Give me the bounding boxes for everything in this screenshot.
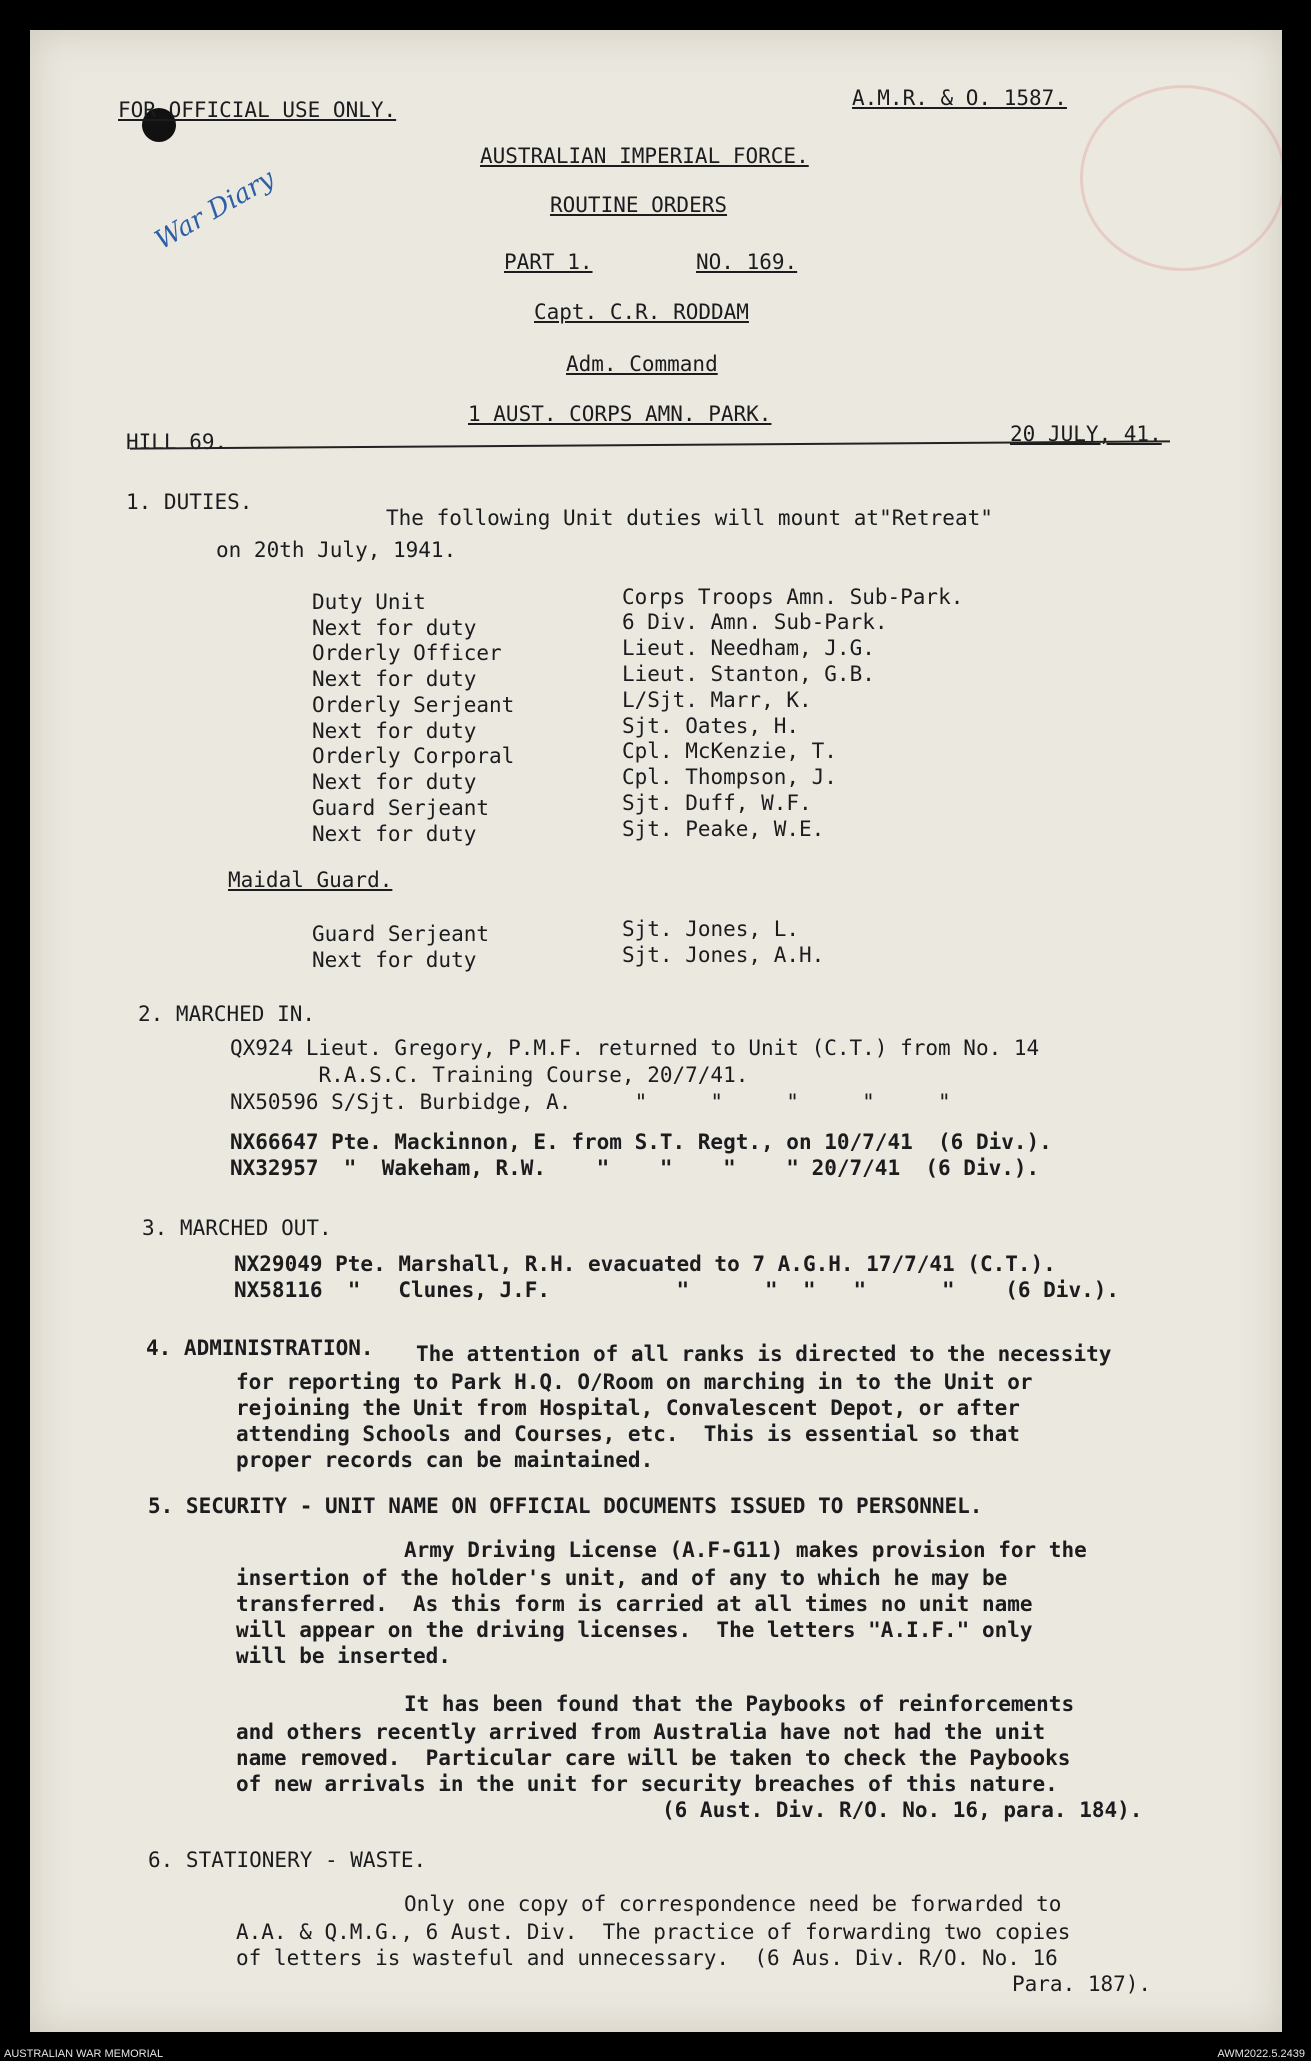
security-line: Army Driving License (A.F-G11) makes provision for the (404, 1538, 1087, 1562)
section-heading-security: 5. SECURITY - UNIT NAME ON OFFICIAL DOCUMENTS ISSUED TO PERSONNEL. (148, 1494, 983, 1518)
faded-stamp (1080, 85, 1282, 271)
duty-assignee: Lieut. Needham, J.G. (622, 636, 875, 660)
archive-credit: AUSTRALIAN WAR MEMORIAL (4, 2048, 164, 2060)
section-heading-administration: 4. ADMINISTRATION. (146, 1336, 374, 1360)
duty-assignee: Sjt. Jones, L. (622, 917, 800, 941)
stationery-reference: Para. 187). (1012, 1972, 1152, 1996)
stationery-line: Only one copy of correspondence need be forwarded to (404, 1892, 1062, 1916)
document-reference: A.M.R. & O. 1587. (852, 86, 1067, 110)
duty-assignee: Corps Troops Amn. Sub-Park. (622, 585, 964, 609)
section-heading-duties: 1. DUTIES. (126, 490, 253, 514)
unit-name: 1 AUST. CORPS AMN. PARK. (468, 402, 772, 426)
duty-assignee: Cpl. McKenzie, T. (622, 739, 837, 763)
document-page (30, 30, 1282, 2032)
duties-intro-line-2: on 20th July, 1941. (216, 538, 457, 562)
duty-role: Orderly Serjeant (312, 693, 515, 717)
stationery-line: A.A. & Q.M.G., 6 Aust. Div. The practice of forwarding two copies (236, 1920, 1071, 1944)
marched-in-line: QX924 Lieut. Gregory, P.M.F. returned to Unit (C.T.) from No. 14 (230, 1036, 1040, 1060)
duty-role: Next for duty (312, 616, 477, 640)
order-date: 20 JULY, 41. (1010, 422, 1162, 446)
command-title: Adm. Command (566, 352, 718, 376)
section-heading-marched-in: 2. MARCHED IN. (138, 1002, 316, 1026)
marched-in-line: NX32957 " Wakeham, R.W. " " " " 20/7/41 (6 Div.). (230, 1156, 1040, 1180)
administration-line: The attention of all ranks is directed to the necessity (416, 1342, 1112, 1366)
restriction-label: FOR OFFICIAL USE ONLY. (118, 98, 397, 122)
marched-out-line: NX58116 " Clunes, J.F. " " " " " (6 Div.). (234, 1278, 1120, 1302)
duty-assignee: Sjt. Jones, A.H. (622, 943, 825, 967)
duty-role: Guard Serjeant (312, 922, 490, 946)
administration-line: attending Schools and Courses, etc. This is essential so that (236, 1422, 1020, 1446)
stationery-line: of letters is wasteful and unnecessary. (6 Aus. Div. R/O. No. 16 (236, 1946, 1058, 1970)
maidal-guard-heading: Maidal Guard. (228, 868, 393, 892)
duty-role: Next for duty (312, 770, 477, 794)
duty-role: Next for duty (312, 719, 477, 743)
security-line: and others recently arrived from Australia have not had the unit (236, 1720, 1046, 1744)
duty-role: Orderly Corporal (312, 744, 515, 768)
duty-role: Next for duty (312, 667, 477, 691)
marched-in-line: R.A.S.C. Training Course, 20/7/41. (230, 1063, 749, 1087)
security-line: It has been found that the Paybooks of reinforcements (404, 1692, 1075, 1716)
duty-assignee: Sjt. Oates, H. (622, 714, 800, 738)
duty-assignee: Cpl. Thompson, J. (622, 765, 837, 789)
duty-role: Duty Unit (312, 590, 426, 614)
security-line: will be inserted. (236, 1644, 451, 1668)
document-type: ROUTINE ORDERS (550, 193, 728, 217)
section-heading-marched-out: 3. MARCHED OUT. (142, 1216, 332, 1240)
duty-assignee: Sjt. Duff, W.F. (622, 791, 812, 815)
issuing-officer: Capt. C.R. RODDAM (534, 300, 749, 324)
duty-role: Next for duty (312, 948, 477, 972)
administration-line: rejoining the Unit from Hospital, Convalescent Depot, or after (236, 1396, 1020, 1420)
part-number: PART 1. (504, 250, 593, 274)
administration-line: proper records can be maintained. (236, 1448, 654, 1472)
security-line: of new arrivals in the unit for security breaches of this nature. (236, 1772, 1058, 1796)
duty-role: Orderly Officer (312, 641, 502, 665)
security-line: insertion of the holder's unit, and of any to which he may be (236, 1566, 1008, 1590)
duty-assignee: 6 Div. Amn. Sub-Park. (622, 610, 888, 634)
security-line: name removed. Particular care will be taken to check the Paybooks (236, 1746, 1071, 1770)
location: HILL 69. (126, 430, 228, 454)
security-reference: (6 Aust. Div. R/O. No. 16, para. 184). (662, 1798, 1143, 1822)
marched-in-line: NX66647 Pte. Mackinnon, E. from S.T. Regt., on 10/7/41 (6 Div.). (230, 1130, 1052, 1154)
administration-line: for reporting to Park H.Q. O/Room on marching in to the Unit or (236, 1370, 1033, 1394)
duty-assignee: Sjt. Peake, W.E. (622, 817, 825, 841)
marched-out-line: NX29049 Pte. Marshall, R.H. evacuated to 7 A.G.H. 17/7/41 (C.T.). (234, 1252, 1056, 1276)
section-heading-stationery: 6. STATIONERY - WASTE. (148, 1848, 427, 1872)
handwritten-annotation: War Diary (150, 163, 280, 256)
organisation-title: AUSTRALIAN IMPERIAL FORCE. (480, 144, 809, 168)
marched-in-line: NX50596 S/Sjt. Burbidge, A. " " " " " (230, 1090, 951, 1114)
archive-reference: AWM2022.5.2439 (1217, 2048, 1305, 2060)
duty-role: Guard Serjeant (312, 796, 490, 820)
duty-assignee: Lieut. Stanton, G.B. (622, 662, 875, 686)
duties-intro-line-1: The following Unit duties will mount at"Retreat" (386, 506, 993, 530)
duty-role: Next for duty (312, 822, 477, 846)
duty-assignee: L/Sjt. Marr, K. (622, 688, 812, 712)
order-number: NO. 169. (696, 250, 798, 274)
security-line: transferred. As this form is carried at all times no unit name (236, 1592, 1033, 1616)
security-line: will appear on the driving licenses. The letters "A.I.F." only (236, 1618, 1033, 1642)
